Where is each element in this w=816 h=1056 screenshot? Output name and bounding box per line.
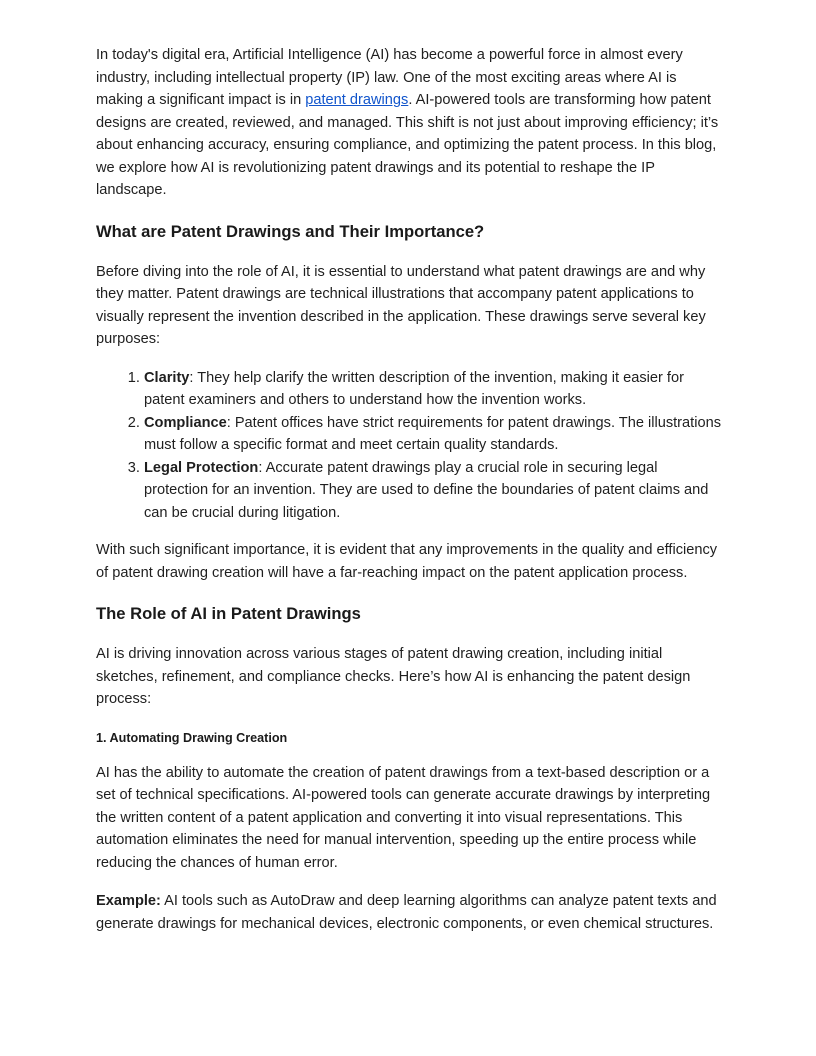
list-item-term: Legal Protection xyxy=(144,459,259,476)
list-item-term: Compliance xyxy=(144,414,227,431)
section1-closing-paragraph: With such significant importance, it is evident that any improvements in the quality and efficiency of patent drawing creation will have a far-reaching impact on the patent application process. xyxy=(96,542,718,581)
intro-paragraph xyxy=(96,44,724,202)
list-item xyxy=(144,412,724,457)
section1-heading: What are Patent Drawings and Their Importance? xyxy=(96,221,485,241)
list-item xyxy=(144,367,724,412)
example-paragraph xyxy=(96,890,724,935)
purposes-list xyxy=(96,367,724,525)
example-label: Example: xyxy=(96,893,161,909)
list-item-text: : They help clarify the written description of the invention, making it easier for patent examiners and others to understand how the invention works. xyxy=(144,369,684,408)
section2-heading: The Role of AI in Patent Drawings xyxy=(96,604,361,623)
document-page xyxy=(96,44,724,935)
list-item-text: : Patent offices have strict requirements for patent drawings. The illustrations must follow a specific format and meet certain quality standards. xyxy=(144,414,721,453)
list-item-term: Clarity xyxy=(144,369,190,386)
list-item xyxy=(144,457,724,525)
list-item-text: : Accurate patent drawings play a crucial role in securing legal protection for an invention. They are used to define the boundaries of patent claims and can be crucial during litigation. xyxy=(144,459,709,521)
subheading-automating-drawing-creation: 1. Automating Drawing Creation xyxy=(96,730,288,745)
example-text: AI tools such as AutoDraw and deep learning algorithms can analyze patent texts and generate drawings for mechanical devices, electronic components, or even chemical structures. xyxy=(96,893,717,932)
intro-text-after-link: . AI-powered tools are transforming how patent designs are created, reviewed, and managed. This shift is not just about improving efficiency; it’s about enhancing accuracy, ensuring compliance, and optimizing the patent process. In this blog, we explore how AI is revolutionizing patent drawings and its potential to reshape the IP landscape. xyxy=(96,92,719,198)
automation-paragraph: AI has the ability to automate the creation of patent drawings from a text-based description or a set of technical specifications. AI-powered tools can generate accurate drawings by interpreting the written content of a patent application and converting it into visual representations. This automation eliminates the need for manual intervention, speeding up the entire process while reducing the chances of human error. xyxy=(96,764,711,871)
patent-drawings-link[interactable]: patent drawings xyxy=(305,92,409,108)
intro-text-before-link: In today's digital era, Artificial Intelligence (AI) has become a powerful force in almost every industry, including intellectual property (IP) law. One of the most exciting areas where AI is making a significant impact is in xyxy=(96,47,683,108)
section1-paragraph: Before diving into the role of AI, it is essential to understand what patent drawings are and why they matter. Patent drawings are technical illustrations that accompany patent applications to visually represent the invention described in the application. These drawings serve several key purposes: xyxy=(96,263,706,347)
section2-paragraph: AI is driving innovation across various stages of patent drawing creation, including initial sketches, refinement, and compliance checks. Here’s how AI is enhancing the patent design process: xyxy=(96,646,691,707)
